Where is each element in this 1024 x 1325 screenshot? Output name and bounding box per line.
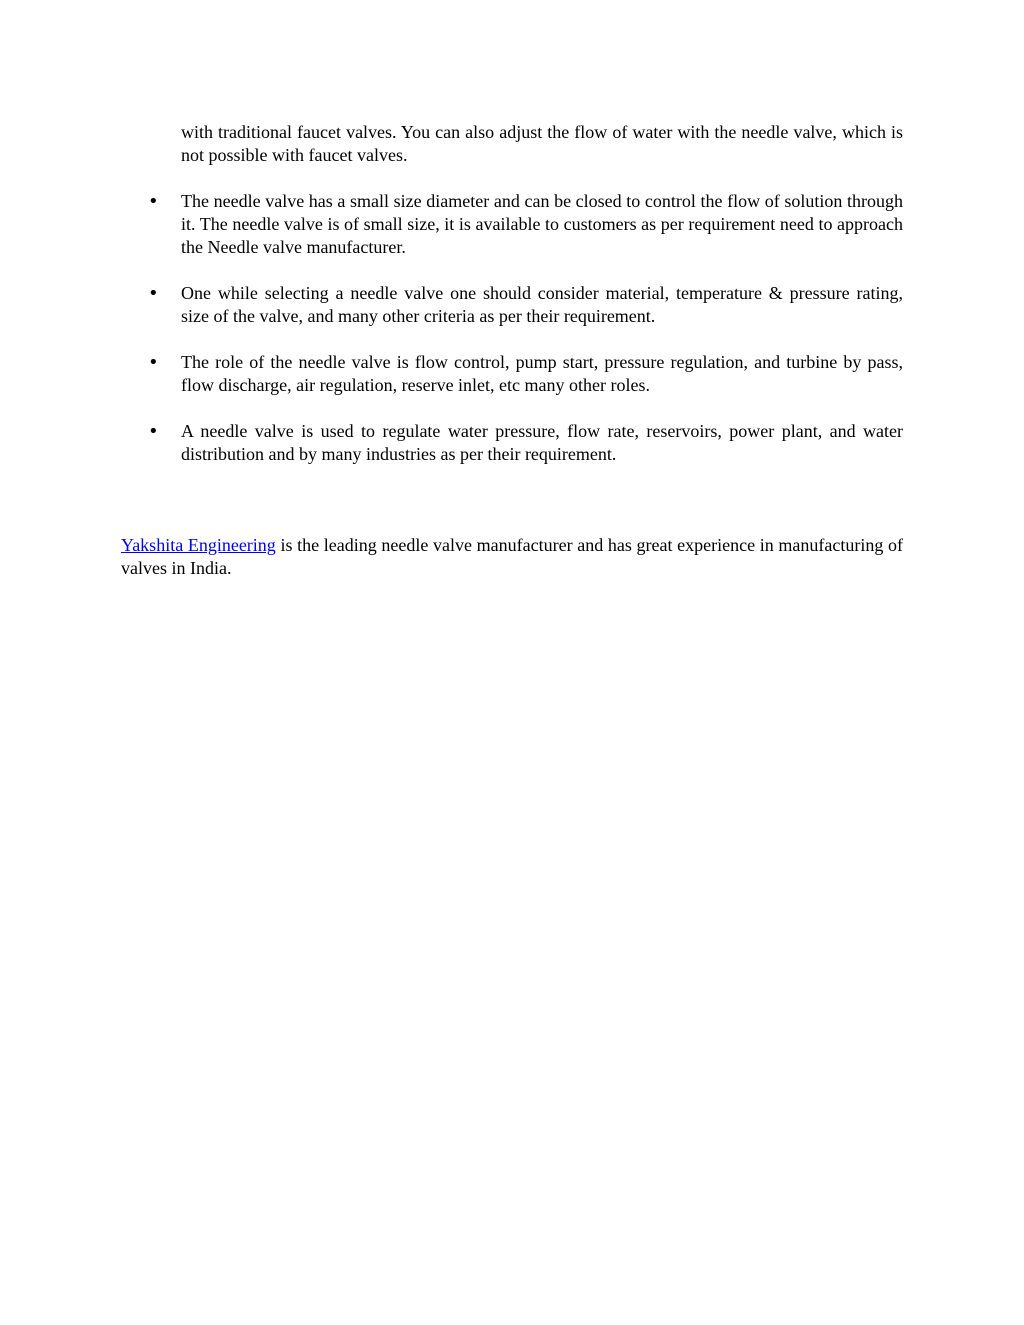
list-item [0,351,1024,397]
list-item [0,420,1024,466]
bullet-text: A needle valve is used to regulate water pressure, flow rate, reservoirs, power plant, and water distribution and by many industries as per their requirement. [181,421,903,464]
bullet-text: The needle valve has a small size diameter and can be closed to control the flow of solution through it. The needle valve is of small size, it is available to customers as per requirement need to approach the Needle valve manufacturer. [181,191,903,257]
bullet-icon: • [148,352,159,373]
closing-paragraph [121,534,903,580]
list-item [0,282,1024,328]
bullet-icon: • [148,421,159,442]
bullet-icon: • [148,283,159,304]
continuation-paragraph: with traditional faucet valves. You can also adjust the flow of water with the needle valve, which is not possible with faucet valves. [181,122,903,165]
bullet-list [0,190,1024,489]
list-item [0,190,1024,259]
closing-text: is the leading needle valve manufacturer and has great experience in manufacturing of valves in India. [121,535,904,578]
bullet-text: The role of the needle valve is flow control, pump start, pressure regulation, and turbine by pass, flow discharge, air regulation, reserve inlet, etc many other roles. [181,352,903,395]
bullet-icon: • [148,191,159,212]
company-link[interactable]: Yakshita Engineering [121,535,276,555]
bullet-text: One while selecting a needle valve one should consider material, temperature & pressure rating, size of the valve, and many other criteria as per their requirement. [181,283,903,326]
